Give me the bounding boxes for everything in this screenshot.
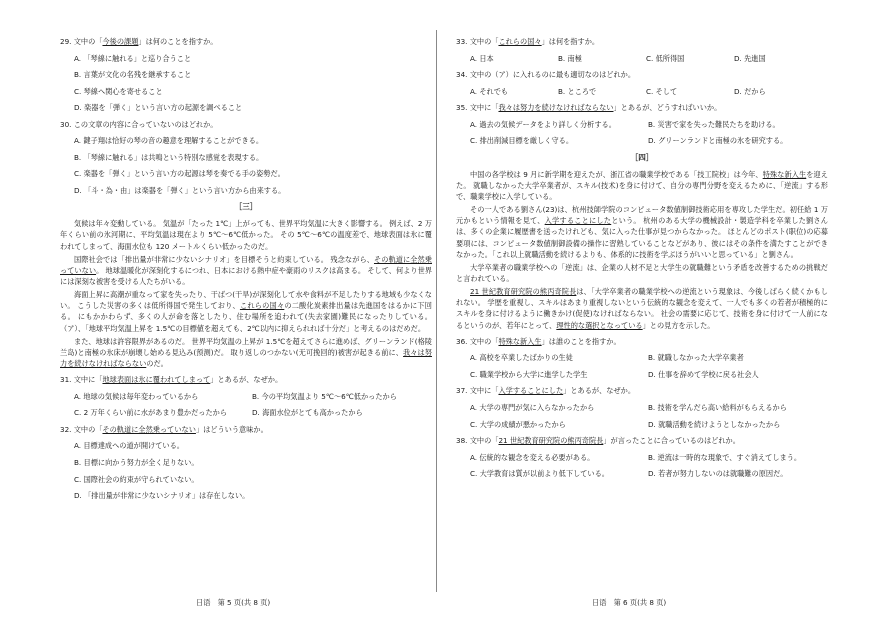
question-37-options-row-1 — [470, 402, 828, 413]
page-footer-right: 日语 第 6 页(共 8 页) — [592, 598, 667, 607]
question-36-options-row-2 — [470, 369, 828, 380]
question-34-option-b[interactable]: B. ところで — [558, 86, 597, 96]
underlined-phrase: 特殊な新入生 — [498, 336, 542, 346]
question-34-option-c[interactable]: C. そして — [646, 86, 678, 96]
question-37-option-c[interactable]: C. 大学の成績が悪かったから — [470, 419, 566, 429]
question-33-option-d[interactable]: D. 先進国 — [734, 53, 766, 63]
question-34-stem: 34. 文中の（ア）に入れるのに最も適切なのはどれか。 — [456, 70, 636, 80]
question-29-stem: 29. 文中の「今後の課題」は何のことを指すか。 — [60, 37, 218, 46]
question-37-options-row-2 — [470, 419, 828, 430]
question-32-option-d[interactable]: D. 「排出量が非常に少ないシナリオ」は存在しない。 — [74, 491, 250, 501]
question-36-option-b[interactable]: B. 就職しなかった大学卒業者 — [648, 353, 744, 363]
question-35-option-a[interactable]: A. 過去の気候データをより詳しく分析する。 — [470, 119, 616, 129]
question-30-option-a[interactable]: A. 鍵子翔は恰好の琴の音の趣意を理解することができる。 — [74, 136, 264, 146]
question-37-option-a[interactable]: A. 大学の専門が気に入らなかったから — [470, 402, 595, 412]
question-29-option-b[interactable]: B. 言葉が文化の名残を継承すること — [74, 70, 192, 80]
passage-4-paragraph-4: 21 世紀教育研究院の熊丙奇院長は、「大学卒業者の職業学校への逆流という現象は、今後しばらく続くかもしれない。 学歴を重視し、スキルはあまり重視しないという伝統的な観念を変えて、一人でも多くの若者が積極的にスキルを身に付けるように働きかけ(促使)なければならない。 社会の需要に応じて、技術を身に付けて一人前になるというのが、若年にとって、理性的な選択となっている」との見方を示した。 — [456, 287, 828, 330]
question-35-options-row-2 — [470, 135, 828, 146]
question-29-option-c[interactable]: C. 琴線へ関心を寄せること — [74, 86, 163, 96]
question-38-option-b[interactable]: B. 逆流は一時的な現象で、すぐ消えてしまう。 — [648, 452, 802, 462]
question-38-options-row-2 — [470, 468, 828, 479]
question-30-option-c[interactable]: C. 楽器を「弾く」という言い方の起源は琴を奏でる手の姿勢だ。 — [74, 169, 285, 179]
passage-4-paragraph-2: その一人である劉さん(23)は、杭州技師学院のコンピュータ数値制御技術応用を専攻した学生だ。初任給 1 万元かもという情報を見て、入学することにしたという。 杭州のある大学の機械設計・製造学科を卒業した劉さんは、多くの企業に履歴書を送ったけれども、気に入った仕事が見つからなかった。 ほとんどのポスト(职位)の応募要項には、コンピュータ数値制御設備の操作に習熟していることなどがあり、彼にはその条件を満たすことができなかった。「これ以上就職活動を続けるよりも、体系的に技術を学ぶほうがいいと思っている」と劉さん。 — [456, 205, 828, 259]
underlined-phrase: その軌道に全然乗っていない — [102, 424, 196, 434]
question-32-option-b[interactable]: B. 目標に向かう努力が全く足りない。 — [74, 458, 199, 467]
question-33-stem: 33. 文中の「これらの国々」は何を指すか。 — [456, 37, 600, 46]
passage-3-paragraph-3: 海面上昇に高潮が重なって家を失ったり、干ばつ(干旱)が深刻化して水や食料が不足したりする地域も少なくない。 こうした災害の多くは低所得国で発生しており、これらの国々の二酸化炭素排出量は先進国をはるかに下回る。 にもかかわらず、多くの人が命を落としたり、住む場所を追われて(失去家園)難民になったりしている。（ア）、「地球平均気温上昇を 1.5℃の目標値を超えても、2℃以内に抑えられれば十分だ」と考えるのはだめだ。 — [60, 290, 432, 333]
question-38-option-c[interactable]: C. 大学教育は質が以前より低下している。 — [470, 469, 609, 479]
question-35-option-c[interactable]: C. 排出削減目標を厳しく守る。 — [470, 136, 574, 146]
passage-3-paragraph-2: 国際社会では「排出量が非常に少ないシナリオ」を目標そうと約束している。 残念ながら、その軌道に全然乗っていない。 地球温暖化が深刻化するにつれ、日本における熱中症や豪雨のリスクは高まる。 そして、何より世界には深刻な被害を受ける人たちがいる。 — [60, 254, 432, 287]
question-32-stem: 32. 文中の「その軌道に全然乗っていない」はどういう意味か。 — [60, 424, 268, 434]
question-32-option-a[interactable]: A. 目標達成への道が開けている。 — [74, 441, 184, 451]
question-31-option-a[interactable]: A. 地球の気候は毎年変わっているから — [74, 391, 199, 401]
question-34-option-a[interactable]: A. それでも — [470, 86, 509, 96]
underlined-phrase: 我々は努力を続けなければならない — [498, 103, 614, 113]
question-31-option-b[interactable]: B. 今の平均気温より 5℃～6℃低かったから — [252, 391, 397, 401]
question-38-options-row-1 — [470, 452, 828, 463]
question-36-options-row-1 — [470, 352, 828, 363]
question-34-option-d[interactable]: D. だから — [734, 86, 766, 96]
right-page — [456, 36, 828, 485]
question-33-option-b[interactable]: B. 南極 — [558, 53, 582, 63]
question-30-option-d[interactable]: D. 「斗・為・由」は楽器を「弾く」という言い方から由来する。 — [74, 185, 286, 195]
question-36-stem: 36. 文中の「特殊な新入生」は誰のことを指すか。 — [456, 336, 621, 346]
question-35-options-row-1 — [470, 119, 828, 130]
question-33-options — [470, 53, 828, 64]
passage-4-paragraph-3: 大学卒業者の職業学校への「逆流」は、企業の人材不足と大学生の就職難という矛盾を改善するための挑戦だと言われている。 — [456, 262, 828, 283]
section-heading-4: ［四］ — [630, 152, 654, 162]
section-heading-3: ［三］ — [234, 202, 258, 212]
question-29-option-d[interactable]: D. 楽器を「弾く」という言い方の起源を調べること — [74, 103, 243, 113]
question-38-option-a[interactable]: A. 伝統的な観念を変える必要がある。 — [470, 452, 595, 462]
question-36-option-c[interactable]: C. 職業学校から大学に進学した学生 — [470, 369, 588, 379]
underlined-phrase: 入学することにした — [498, 386, 564, 396]
question-37-option-b[interactable]: B. 技術を学んだら高い給料がもらえるから — [648, 402, 787, 412]
underlined-phrase: 今後の課題 — [102, 37, 139, 46]
underlined-phrase: 特殊な新入生 — [762, 169, 807, 179]
question-31-options-row-2 — [74, 407, 432, 418]
underlined-phrase: 入学することにした — [544, 216, 612, 226]
question-35-option-d[interactable]: D. グリーンランドと南極の氷を研究する。 — [648, 136, 788, 146]
left-page — [60, 36, 432, 507]
underlined-phrase: 理性的な選択となっている — [556, 320, 643, 330]
question-36-option-d[interactable]: D. 仕事を辞めて学校に戻る社会人 — [648, 369, 759, 379]
underlined-phrase: これらの国々 — [239, 301, 285, 311]
page-divider — [436, 30, 437, 592]
passage-3-paragraph-4: また、地球は許容限界があるのだ。 世界平均気温の上昇が 1.5℃を超えてさらに進めば、グリーンランド(格陵兰岛)と南極の氷床が崩壊し始める見込み(预测)だ。 取り返しのつかない(无可挽回的)被害が起きる前に、我々は努力を続けなければならないのだ。 — [60, 336, 432, 369]
question-29-option-a[interactable]: A. 「琴線に触れる」と巡り合うこと — [74, 53, 192, 63]
question-31-stem: 31. 文中に「地球表面は氷に覆われてしまって」とあるが、なぜか。 — [60, 375, 283, 385]
question-30-stem: 30. この文章の内容に合っていないのはどれか。 — [60, 119, 218, 129]
question-38-stem: 38. 文中の「21 世紀教育研究院の熊丙奇院長」が言ったことに合っているのはどれか。 — [456, 436, 740, 446]
question-36-option-a[interactable]: A. 高校を卒業したばかりの生徒 — [470, 353, 573, 363]
question-31-option-c[interactable]: C. 2 万年くらい前に水があまり豊かだったから — [74, 408, 228, 418]
question-33-option-c[interactable]: C. 低所得国 — [646, 53, 685, 63]
question-31-options-row-1 — [74, 391, 432, 402]
underlined-phrase: 地球表面は氷に覆われてしまって — [102, 375, 211, 385]
question-34-options — [470, 86, 828, 97]
passage-3-paragraph-1: 気候は年々変動している。 気温が「たった 1℃」上がっても、世界平均気温に大きく影響する。 例えば、2 万年くらい前の氷河期に、平均気温は現在より 5℃～6℃低かった。 その 5℃～6℃の温度差で、地球表面は氷に覆われてしまって、海面水位も 120 メートルくらい低かったのだ。 — [60, 219, 432, 251]
question-35-stem: 35. 文中に「我々は努力を続けなければならない」とあるが、どうすればいいか。 — [456, 103, 722, 113]
underlined-phrase: 21 世紀教育研究院の熊丙奇院長 — [470, 287, 577, 297]
question-32-option-c[interactable]: C. 国際社会の約束が守られていない。 — [74, 474, 199, 484]
question-38-option-d[interactable]: D. 若者が努力しないのは就職難の原因だ。 — [648, 469, 788, 479]
passage-4-paragraph-1: 中国の各学校は 9 月に新学期を迎えたが、浙江省の職業学校である「技工院校」は今年、特殊な新入生を迎えた。 就職しなかった大学卒業者が、スキル(技术)を身に付けて、自分の専門分野を変えるために、「逆流」する形で、職業学校に入学している。 — [456, 169, 828, 201]
question-35-option-b[interactable]: B. 災害で家を失った難民たちを助ける。 — [648, 119, 780, 129]
underlined-phrase: 21 世紀教育研究院の熊丙奇院長 — [498, 436, 604, 446]
underlined-phrase: 我々は努力を続けなければならない — [60, 347, 432, 369]
question-33-option-a[interactable]: A. 日本 — [470, 53, 494, 63]
underlined-phrase: その軌道に全然乗っていない — [60, 254, 432, 275]
underlined-phrase: これらの国々 — [498, 37, 542, 46]
question-30-option-b[interactable]: B. 「琴線に触れる」は共鳴という特別な感覚を表現する。 — [74, 152, 264, 162]
question-37-stem: 37. 文中に「入学することにした」とあるが、なぜか。 — [456, 386, 636, 396]
question-31-option-d[interactable]: D. 海面水位がとても高かったから — [252, 408, 363, 418]
page-footer-left: 日语 第 5 页(共 8 页) — [196, 598, 271, 607]
question-37-option-d[interactable]: D. 就職活動を続けようとしなかったから — [648, 419, 781, 429]
